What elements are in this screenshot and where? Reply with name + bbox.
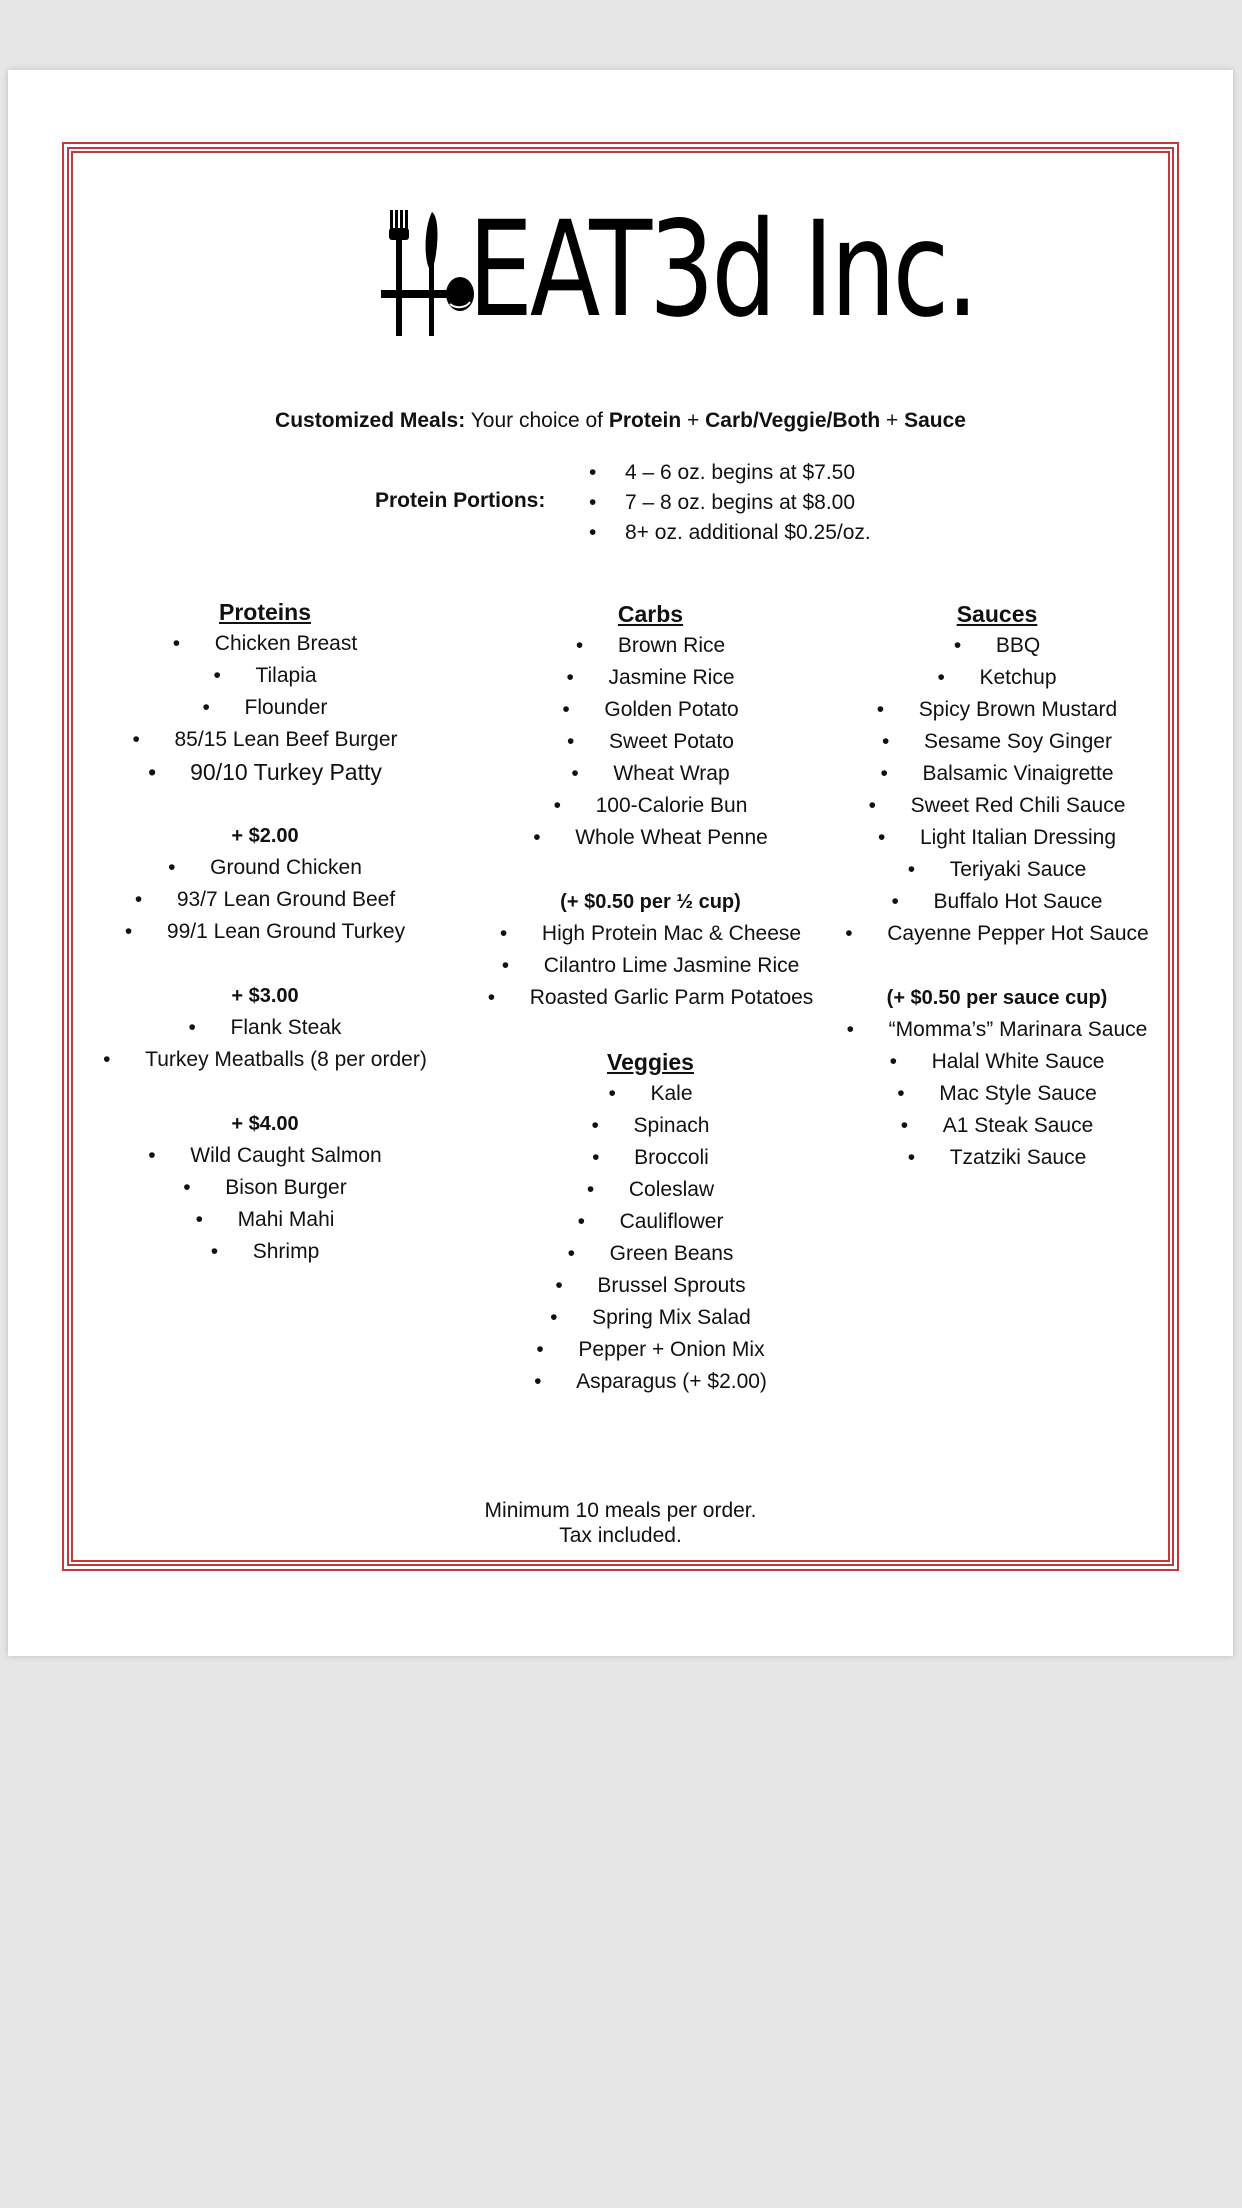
sauces-heading: Sauces	[956, 601, 1038, 627]
list-item-label: 93/7 Lean Ground Beef	[176, 888, 396, 911]
list-item-label: Wheat Wrap	[613, 762, 730, 785]
list-item-label: Wild Caught Salmon	[190, 1144, 382, 1167]
bullet-icon: •	[953, 634, 962, 657]
minimum-order-note: Minimum 10 meals per order.	[484, 1499, 757, 1522]
bullet-icon: •	[845, 922, 853, 945]
list-item-label: Asparagus (+ $2.00)	[576, 1370, 767, 1393]
list-item	[578, 1206, 724, 1238]
list-item	[571, 758, 729, 790]
list-item-label: Turkey Meatballs (8 per order)	[145, 1048, 427, 1071]
tagline-text: Your choice of	[465, 409, 609, 432]
list-item	[196, 1204, 335, 1236]
list-item	[845, 918, 1149, 950]
list-item-label: Golden Potato	[604, 698, 739, 721]
list-item-label: Whole Wheat Penne	[575, 826, 768, 849]
document-page	[8, 70, 1233, 1656]
list-item	[608, 1078, 692, 1110]
list-item-label: Tilapia	[255, 664, 317, 687]
bullet-icon: •	[571, 762, 579, 785]
fork-knife-spoon-icon	[380, 208, 480, 338]
footer-note	[8, 1498, 1233, 1548]
list-item-label: Chicken Breast	[214, 632, 358, 655]
list-item	[892, 886, 1103, 918]
price-tier-label: + $3.00	[231, 985, 299, 1007]
bullet-icon: •	[876, 698, 885, 721]
bullet-icon: •	[900, 1114, 909, 1137]
list-item	[568, 1238, 734, 1270]
list-item	[554, 790, 748, 822]
bullet-icon: •	[487, 986, 496, 1009]
bullet-icon: •	[877, 826, 886, 849]
bullet-icon: •	[148, 759, 157, 785]
list-item-label: Sesame Soy Ginger	[924, 730, 1112, 753]
list-item	[550, 1302, 751, 1334]
list-item	[937, 662, 1056, 694]
bullet-icon: •	[195, 1208, 203, 1231]
list-item	[213, 660, 316, 692]
list-item-label: Ketchup	[979, 666, 1057, 689]
bullet-icon: •	[536, 1338, 544, 1361]
bullet-icon: •	[937, 666, 945, 689]
list-item-label: Cayenne Pepper Hot Sauce	[887, 922, 1149, 945]
veggies-heading: Veggies	[607, 1049, 694, 1075]
price-tier-label: + $4.00	[231, 1113, 299, 1135]
list-item-label: Spicy Brown Mustard	[918, 698, 1118, 721]
bullet-icon: •	[907, 1146, 916, 1169]
list-item-label: Jasmine Rice	[608, 666, 735, 689]
bullet-icon: •	[168, 856, 176, 879]
list-item	[897, 1078, 1097, 1110]
list-item-label: Sweet Potato	[609, 730, 734, 753]
list-item	[534, 1366, 767, 1398]
list-item-label: A1 Steak Sauce	[942, 1114, 1094, 1137]
tagline-sauce: Sauce	[904, 409, 966, 432]
list-item-label: Mac Style Sauce	[939, 1082, 1097, 1105]
list-item-label: Ground Chicken	[210, 856, 362, 879]
list-item-label: Flounder	[244, 696, 328, 719]
list-item	[847, 1014, 1148, 1046]
list-item-label: Spinach	[633, 1114, 710, 1137]
list-item-label: Kale	[650, 1082, 693, 1105]
list-item	[908, 1142, 1087, 1174]
list-item	[500, 918, 801, 950]
bullet-icon: •	[608, 1082, 616, 1105]
list-item-label: Cauliflower	[619, 1210, 724, 1233]
bullet-icon: •	[499, 922, 508, 945]
tagline-plus: +	[681, 409, 706, 432]
list-item	[592, 1142, 709, 1174]
list-item	[168, 852, 362, 884]
list-item	[183, 1172, 346, 1204]
list-item: • 4 – 6 oz. begins at $7.50	[583, 458, 871, 488]
list-item	[587, 1174, 714, 1206]
bullet-icon: •	[891, 890, 899, 913]
sauces-column	[820, 598, 1174, 1174]
list-item-label: 85/15 Lean Beef Burger	[174, 728, 398, 751]
list-item	[211, 1236, 320, 1268]
list-item	[882, 726, 1112, 758]
list-item	[576, 630, 725, 662]
bullet-icon: •	[907, 858, 916, 881]
list-item	[148, 756, 382, 788]
list-item-label: High Protein Mac & Cheese	[541, 922, 802, 945]
list-item	[954, 630, 1040, 662]
carbs-column	[458, 598, 843, 1398]
bullet-icon: •	[591, 1114, 599, 1137]
logo-text: EAT3d Inc.	[468, 193, 976, 347]
tagline-lead: Customized Meals:	[275, 409, 466, 432]
bullet-icon: •	[132, 728, 140, 751]
list-item-label: Brussel Sprouts	[597, 1274, 746, 1297]
bullet-icon: •	[586, 1178, 595, 1201]
bullet-icon: •	[183, 1176, 191, 1199]
list-item-label: Shrimp	[252, 1240, 320, 1263]
list-item	[135, 884, 395, 916]
bullet-icon: •	[501, 954, 510, 977]
list-item-label: Bison Burger	[225, 1176, 347, 1199]
list-item-label: Halal White Sauce	[931, 1050, 1105, 1073]
tax-note: Tax included.	[559, 1524, 682, 1547]
bullet-icon: •	[880, 762, 888, 785]
bullet-icon: •	[567, 1242, 575, 1265]
list-item-label: Flank Steak	[230, 1016, 342, 1039]
bullet-icon: •	[575, 634, 584, 657]
bullet-icon: •	[897, 1082, 905, 1105]
list-item-label: BBQ	[995, 634, 1041, 657]
bullet-icon: •	[534, 1370, 542, 1393]
bullet-icon: •	[566, 666, 574, 689]
list-item	[125, 916, 405, 948]
list-item-label: Buffalo Hot Sauce	[933, 890, 1103, 913]
proteins-heading: Proteins	[218, 599, 312, 625]
bullet-icon: •	[148, 1144, 156, 1167]
list-item	[536, 1334, 764, 1366]
list-item	[103, 1044, 427, 1076]
list-item-label: Pepper + Onion Mix	[578, 1338, 765, 1361]
bullet-icon: •	[868, 794, 876, 817]
bullet-icon: •	[889, 1050, 897, 1073]
list-item	[877, 694, 1117, 726]
proteins-column	[80, 596, 450, 1268]
list-item-label: Broccoli	[634, 1146, 709, 1169]
bullet-icon: •	[555, 1274, 563, 1297]
logo	[380, 193, 976, 347]
list-item	[878, 822, 1116, 854]
list-item: • 8+ oz. additional $0.25/oz.	[583, 518, 871, 548]
bullet-icon: •	[533, 826, 541, 849]
list-item-label: Roasted Garlic Parm Potatoes	[529, 986, 814, 1009]
bullet-icon: •	[562, 698, 570, 721]
list-item-label: Sweet Red Chili Sauce	[910, 794, 1126, 817]
list-item-label: Spring Mix Salad	[592, 1306, 751, 1329]
list-item-label: 100-Calorie Bun	[595, 794, 748, 817]
protein-portions-list	[583, 458, 871, 548]
list-item-label: 90/10 Turkey Patty	[190, 759, 382, 785]
list-item: • 7 – 8 oz. begins at $8.00	[583, 488, 871, 518]
bullet-icon: •	[213, 664, 221, 687]
bullet-icon: •	[103, 1048, 111, 1071]
price-tier-label: + $2.00	[231, 825, 299, 847]
protein-portions-label: Protein Portions:	[375, 489, 546, 512]
list-item	[488, 982, 814, 1014]
list-item-label: Green Beans	[609, 1242, 734, 1265]
list-item-label: “Momma’s” Marinara Sauce	[888, 1018, 1148, 1041]
list-item-label: Balsamic Vinaigrette	[922, 762, 1114, 785]
list-item	[562, 694, 738, 726]
list-item	[203, 692, 328, 724]
list-item-label: Coleslaw	[628, 1178, 715, 1201]
list-item	[890, 1046, 1105, 1078]
list-item	[592, 1110, 710, 1142]
bullet-icon: •	[202, 696, 210, 719]
price-tier-label: (+ $0.50 per ½ cup)	[560, 891, 741, 913]
list-item	[132, 724, 397, 756]
bullet-icon: •	[124, 920, 133, 943]
list-item-label: Mahi Mahi	[237, 1208, 335, 1231]
bullet-icon: •	[553, 794, 561, 817]
list-item	[567, 726, 734, 758]
bullet-icon: •	[882, 730, 890, 753]
list-item	[148, 1140, 381, 1172]
list-item-label: Cilantro Lime Jasmine Rice	[543, 954, 800, 977]
bullet-icon: •	[846, 1018, 855, 1041]
list-item	[555, 1270, 745, 1302]
list-item	[173, 628, 357, 660]
list-item	[869, 790, 1126, 822]
bullet-icon: •	[567, 730, 575, 753]
list-item	[901, 1110, 1094, 1142]
bullet-icon: •	[592, 1146, 600, 1169]
bullet-icon: •	[210, 1240, 219, 1263]
list-item-label: Tzatziki Sauce	[949, 1146, 1087, 1169]
tagline-carb: Carb/Veggie/Both	[705, 409, 881, 432]
list-item-label: Teriyaki Sauce	[949, 858, 1087, 881]
list-item	[880, 758, 1113, 790]
list-item	[533, 822, 768, 854]
list-item	[502, 950, 800, 982]
carbs-heading: Carbs	[617, 601, 684, 627]
list-item-label: Light Italian Dressing	[919, 826, 1117, 849]
list-item	[566, 662, 734, 694]
tagline-protein: Protein	[608, 409, 682, 432]
bullet-icon: •	[550, 1306, 558, 1329]
tagline	[8, 408, 1233, 434]
tagline-plus: +	[880, 409, 905, 432]
list-item	[908, 854, 1087, 886]
list-item-label: Brown Rice	[617, 634, 726, 657]
list-item	[189, 1012, 342, 1044]
list-item-label: 99/1 Lean Ground Turkey	[166, 920, 406, 943]
price-tier-label: (+ $0.50 per sauce cup)	[886, 987, 1108, 1009]
bullet-icon: •	[577, 1210, 585, 1233]
bullet-icon: •	[188, 1016, 196, 1039]
bullet-icon: •	[134, 888, 143, 911]
bullet-icon: •	[172, 632, 181, 655]
